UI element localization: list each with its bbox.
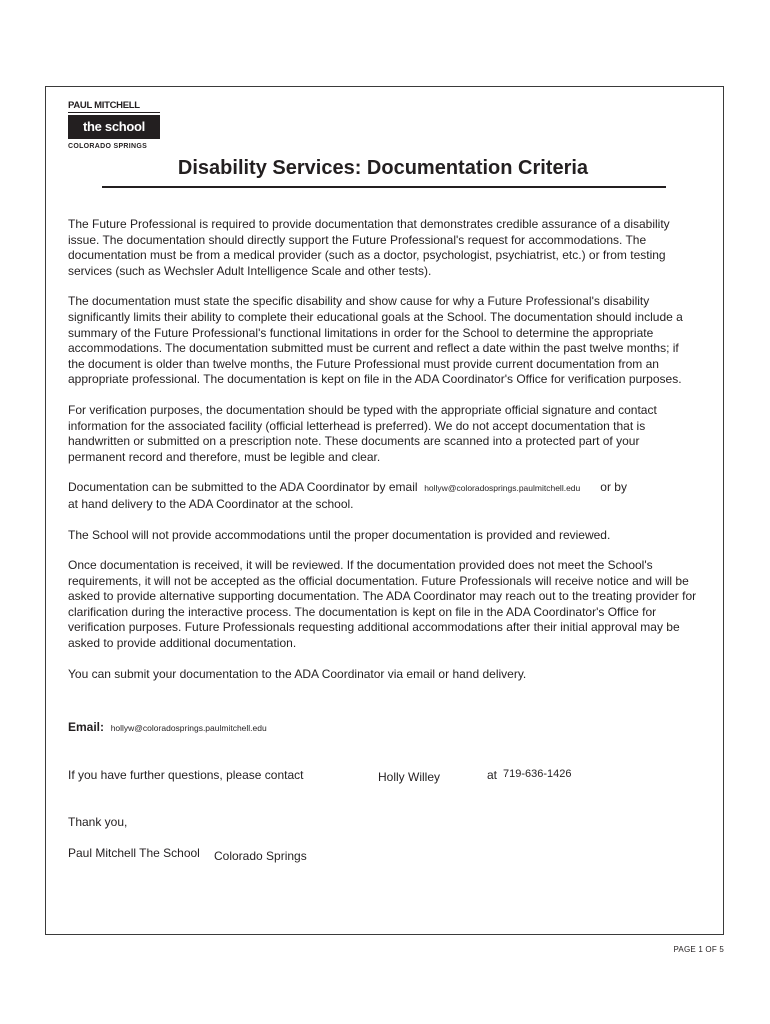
paragraph-review: Once documentation is received, it will be reviewed. If the documentation provided does not meet the School's requirements, it will not be accepted as the official documentation. Future Professionals will receive notice and will be asked to provide alternative supporting documentation. The ADA Coordinator may reach out to the treating provider for clarification during the interactive process. The documentation is kept on file in the ADA Coordinator's Office for verification purposes. Future Professionals requesting additional accommodations after their initial approval may be asked to provide additional documentation. <box>68 558 697 651</box>
contact-text: If you have further questions, please contact <box>68 768 304 782</box>
page-title: Disability Services: Documentation Criteria <box>177 157 589 179</box>
logo-school: the school <box>68 115 160 139</box>
submission-text-2: at hand delivery to the ADA Coordinator at the school. <box>68 496 354 511</box>
paragraph-content: The documentation must state the specific disability and show cause for why a Future Professional's disability significantly limits their ability to complete their educational goals at the School. The documentation should include a summary of the Future Professional's functional limitations in order for the School to determine the appropriate accommodations. The documentation submitted must be current and reflect a date within the past twelve months; if the document is older than twelve months, the Future Professional must provide current documentation from an appropriate professional. The documentation is kept on file in the ADA Coordinator's Office for verification purposes. <box>68 294 683 387</box>
contact-name: Holly Willey <box>378 770 441 784</box>
logo-city: COLORADO SPRINGS <box>68 143 148 150</box>
email-value[interactable]: hollyw@coloradosprings.paulmitchell.edu <box>110 723 267 733</box>
closing-location: Colorado Springs <box>214 849 307 863</box>
logo-brand: PAUL MITCHELL <box>68 101 160 113</box>
title-underline <box>102 186 666 188</box>
paragraph-submit: You can submit your documentation to the ADA Coordinator via email or hand delivery. <box>68 666 527 681</box>
page-number: PAGE 1 OF 5 <box>673 945 724 954</box>
paragraph-policy: The School will not provide accommodations until the proper documentation is provided and reviewed. <box>68 527 611 542</box>
paragraph-requirement: The Future Professional is required to provide documentation that demonstrates credible assurance of a disability issue. The documentation should directly support the Future Professional's request for accommodations. The documentation must be from a medical provider (such as a doctor, psychologist, psychiatrist, etc.) or from testing services (such as Wechsler Adult Intelligence Scale and other tests). <box>68 217 670 278</box>
submission-text: Documentation can be submitted to the ADA Coordinator by email <box>68 480 418 495</box>
closing-thanks: Thank you, <box>68 815 128 829</box>
school-logo <box>68 101 162 150</box>
submission-email[interactable]: hollyw@coloradosprings.paulmitchell.edu <box>424 483 581 494</box>
paragraph-verification: For verification purposes, the documentation should be typed with the appropriate official signature and contact information for the associated facility (official letterhead is preferred). We do not accept documentation that is handwritten or submitted on a prescription note. These documents are scanned into a protected part of your permanent record and therefore, must be legible and clear. <box>68 402 657 464</box>
contact-phone[interactable]: 719-636-1426 <box>503 768 572 780</box>
email-label: Email: <box>68 720 105 734</box>
contact-at: at <box>487 768 498 782</box>
submission-or: or by <box>600 480 627 495</box>
closing-signature: Paul Mitchell The School <box>68 846 200 860</box>
document-body <box>68 217 698 697</box>
email-line <box>68 720 267 734</box>
paragraph-submission <box>68 480 698 512</box>
